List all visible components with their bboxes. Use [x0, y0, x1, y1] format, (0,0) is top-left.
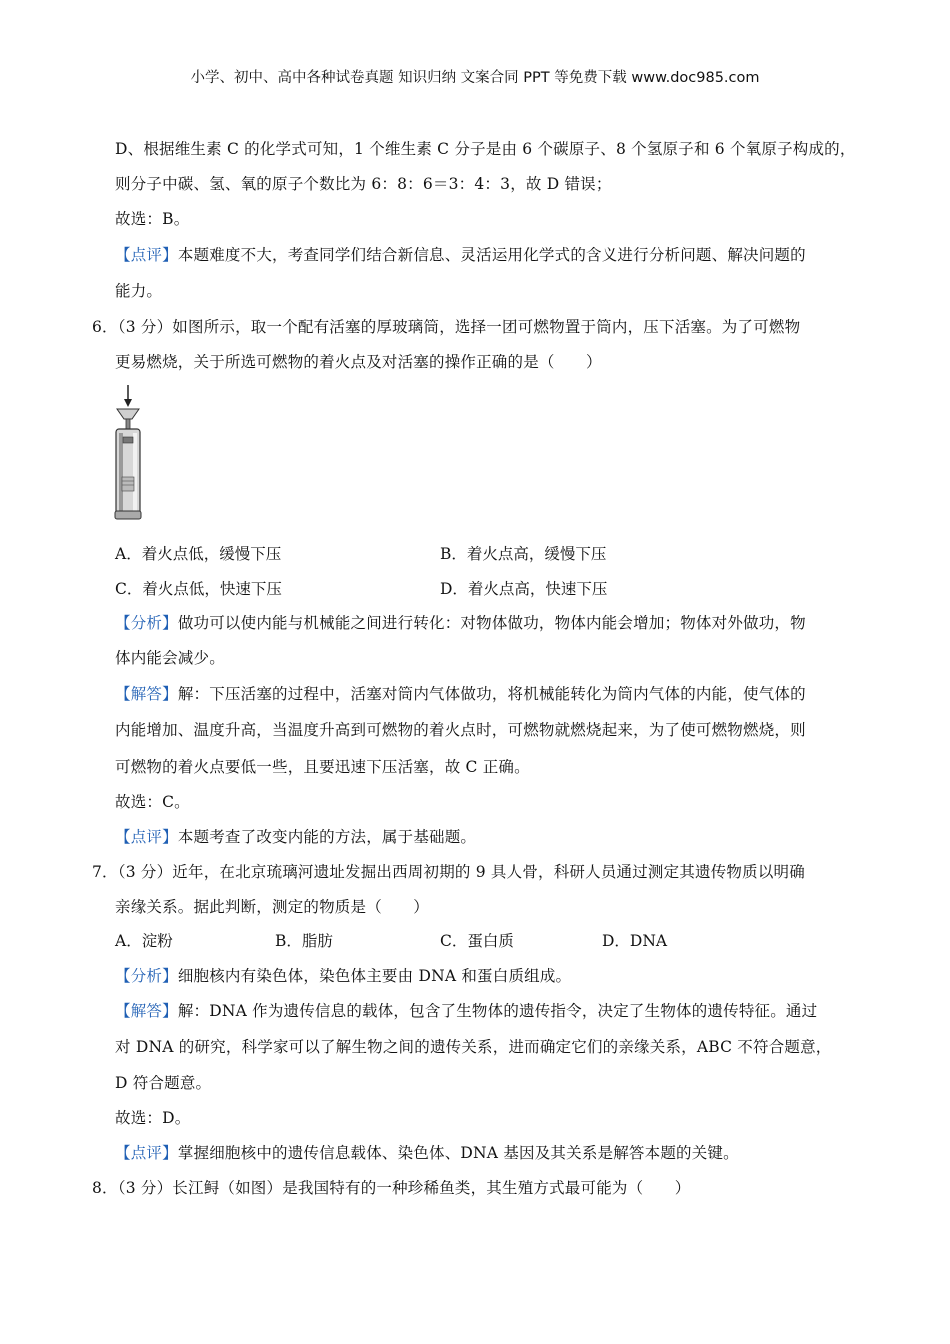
q6-analysis [115, 613, 806, 633]
q6-solution [115, 684, 806, 704]
q7-stem-line1 [92, 862, 805, 882]
q6-stem-line2: 更易燃烧，关于所选可燃物的着火点及对活塞的操作正确的是（ ） [115, 353, 602, 371]
q5-option-d-line1: D、根据维生素 C 的化学式可知，1 个维生素 C 分子是由 6 个碳原子、8 个氢原子和 6 个氧原子构成的， [115, 140, 856, 158]
q8-stem-line1 [92, 1178, 690, 1198]
q7-stem-line2: 亲缘关系。据此判断，测定的物质是（ ） [115, 898, 430, 916]
q6-number: 6． [92, 318, 118, 336]
q6-solution-line2: 内能增加、温度升高，当温度升高到可燃物的着火点时，可燃物就燃烧起来，为了使可燃物燃烧，则 [115, 721, 806, 739]
q7-analysis [115, 966, 571, 986]
comment-tag: 【点评】 [115, 246, 178, 264]
q7-solution [115, 1001, 817, 1021]
q6-stem-line1 [92, 317, 800, 337]
comment-tag: 【点评】 [115, 828, 178, 846]
q6-solution-line3: 可燃物的着火点要低一些，且要迅速下压活塞，故 C 正确。 [115, 758, 530, 776]
solution-tag: 【解答】 [115, 1002, 178, 1020]
comment-tag: 【点评】 [115, 1144, 178, 1162]
q6-analysis-line2: 体内能会减少。 [115, 649, 225, 667]
q8-stem-text: （3 分）长江鲟（如图）是我国特有的一种珍稀鱼类，其生殖方式最可能为（ ） [117, 1179, 691, 1197]
q6-option-c: C．着火点低，快速下压 [115, 580, 282, 598]
q7-analysis-text: 细胞核内有染色体，染色体主要由 DNA 和蛋白质组成。 [177, 967, 572, 985]
q7-option-b: B．脂肪 [275, 932, 333, 950]
q7-comment [115, 1143, 739, 1163]
q6-comment-text: 本题考查了改变内能的方法，属于基础题。 [177, 828, 477, 846]
q6-option-a: A．着火点低，缓慢下压 [115, 545, 282, 563]
q5-comment-line2: 能力。 [115, 282, 163, 300]
q7-number: 7． [92, 863, 118, 881]
q7-option-d: D．DNA [602, 932, 668, 950]
analysis-tag: 【分析】 [115, 614, 178, 632]
solution-tag: 【解答】 [115, 685, 178, 703]
q6-option-d: D．着火点高，快速下压 [440, 580, 608, 598]
analysis-tag: 【分析】 [115, 967, 178, 985]
q7-solution-line3: D 符合题意。 [115, 1074, 212, 1092]
q7-option-c: C．蛋白质 [440, 932, 514, 950]
q6-answer: 故选：C。 [115, 793, 190, 811]
page-header: 小学、初中、高中各种试卷真题 知识归纳 文案合同 PPT 等免费下载 www.doc985.com [190, 70, 760, 86]
q7-solution-text: 解：DNA 作为遗传信息的载体，包含了生物体的遗传指令，决定了生物体的遗传特征。通过 [177, 1002, 818, 1020]
q7-solution-line2: 对 DNA 的研究，科学家可以了解生物之间的遗传关系，进而确定它们的亲缘关系，ABC 不符合题意， [115, 1038, 832, 1056]
q7-comment-text: 掌握细胞核中的遗传信息载体、染色体、DNA 基因及其关系是解答本题的关键。 [177, 1144, 739, 1162]
q6-stem-text: （3 分）如图所示，取一个配有活塞的厚玻璃筒，选择一团可燃物置于筒内，压下活塞。为了可燃物 [117, 318, 801, 336]
q7-option-a: A．淀粉 [115, 932, 173, 950]
q5-comment-text: 本题难度不大，考查同学们结合新信息、灵活运用化学式的含义进行分析问题、解决问题的 [177, 246, 806, 264]
q8-number: 8． [92, 1179, 118, 1197]
q6-comment [115, 827, 476, 847]
q5-comment [115, 245, 806, 265]
q6-analysis-text: 做功可以使内能与机械能之间进行转化：对物体做功，物体内能会增加；物体对外做功，物 [177, 614, 806, 632]
q6-solution-text: 解：下压活塞的过程中，活塞对筒内气体做功，将机械能转化为筒内气体的内能，使气体的 [177, 685, 806, 703]
q7-stem-text: （3 分）近年，在北京琉璃河遗址发掘出西周初期的 9 具人骨，科研人员通过测定其遗传物质以明确 [117, 863, 805, 881]
q7-answer: 故选：D。 [115, 1109, 191, 1127]
piston-cylinder-figure [110, 385, 146, 520]
q5-answer: 故选：B。 [115, 210, 190, 228]
q5-option-d-line2: 则分子中碳、氢、氧的原子个数比为 6：8：6＝3：4：3，故 D 错误； [115, 175, 612, 193]
q6-option-b: B．着火点高，缓慢下压 [440, 545, 607, 563]
